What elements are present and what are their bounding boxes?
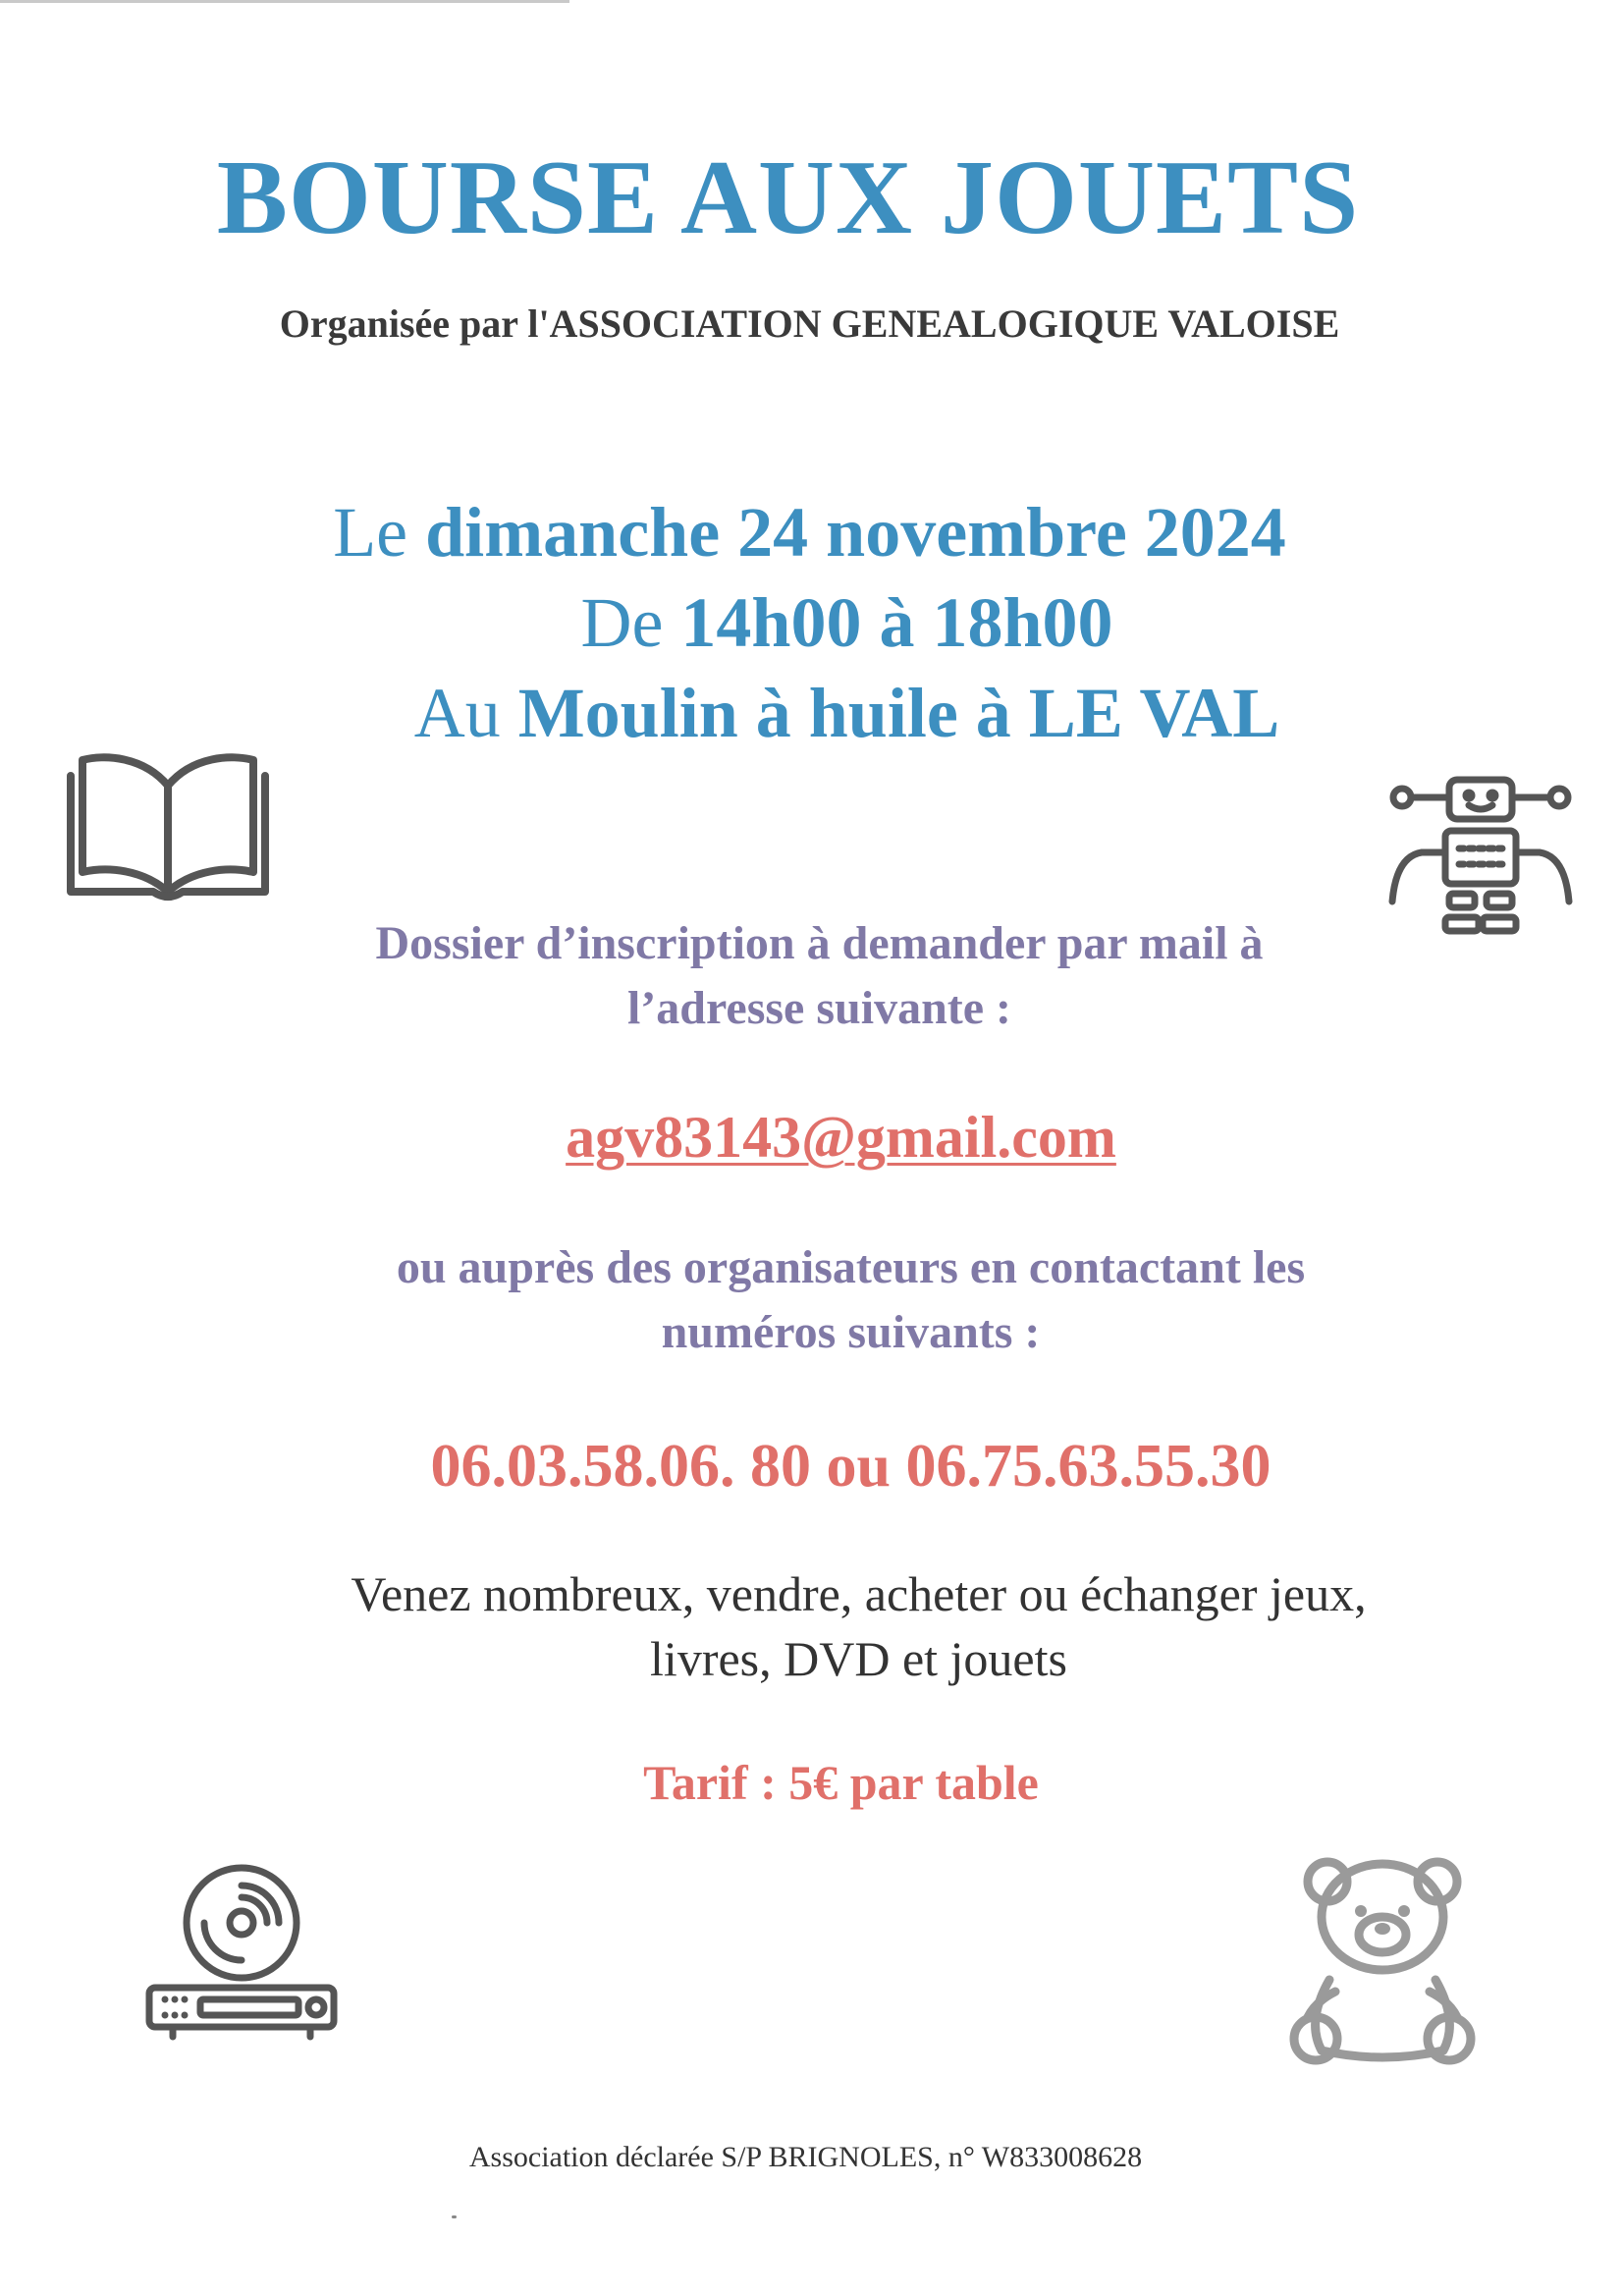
contact-line-2: numéros suivants : [661,1306,1041,1358]
registration-line-1: Dossier d’inscription à demander par mail à [375,917,1264,969]
dvd-player-icon [143,1864,340,2050]
event-date [0,487,1621,577]
event-date-prefix: Le [333,493,408,572]
phone-numbers: 06.03.58.06. 80 ou 06.75.63.55.30 [430,1433,1271,1500]
open-book-icon [65,746,271,908]
invitation-text [47,1561,1623,1691]
event-time [35,577,1623,668]
footer-text: Association déclarée S/P BRIGNOLES, n° W833008628 [468,2141,1143,2173]
invitation-line-2: livres, DVD et jouets [650,1631,1067,1686]
event-time-value: 14h00 à 18h00 [680,583,1113,662]
contact-instructions [39,1235,1623,1365]
organizer-line: Organisée par l'ASSOCIATION GENEALOGIQUE VALOISE [279,301,1340,346]
registration-instructions [8,911,1623,1041]
event-time-prefix: De [580,583,664,662]
scan-edge [0,0,569,3]
tarif-text: Tarif : 5€ par table [643,1755,1039,1810]
event-place-prefix: Au [413,674,501,752]
email-link[interactable]: agv83143@gmail.com [566,1105,1116,1170]
registration-line-2: l’adresse suivante : [626,982,1012,1034]
event-date-value: dimanche 24 novembre 2024 [425,493,1286,572]
invitation-line-1: Venez nombreux, vendre, acheter ou échanger jeux, [351,1566,1367,1621]
page-title: BOURSE AUX JOUETS [216,139,1360,256]
email-block [29,1104,1623,1172]
event-place-value: Moulin à huile à LE VAL [517,674,1280,752]
contact-line-1: ou auprès des organisateurs en contactant les [396,1241,1306,1293]
teddy-bear-icon [1286,1854,1479,2071]
event-place [35,668,1623,758]
scan-speck [452,2215,457,2218]
